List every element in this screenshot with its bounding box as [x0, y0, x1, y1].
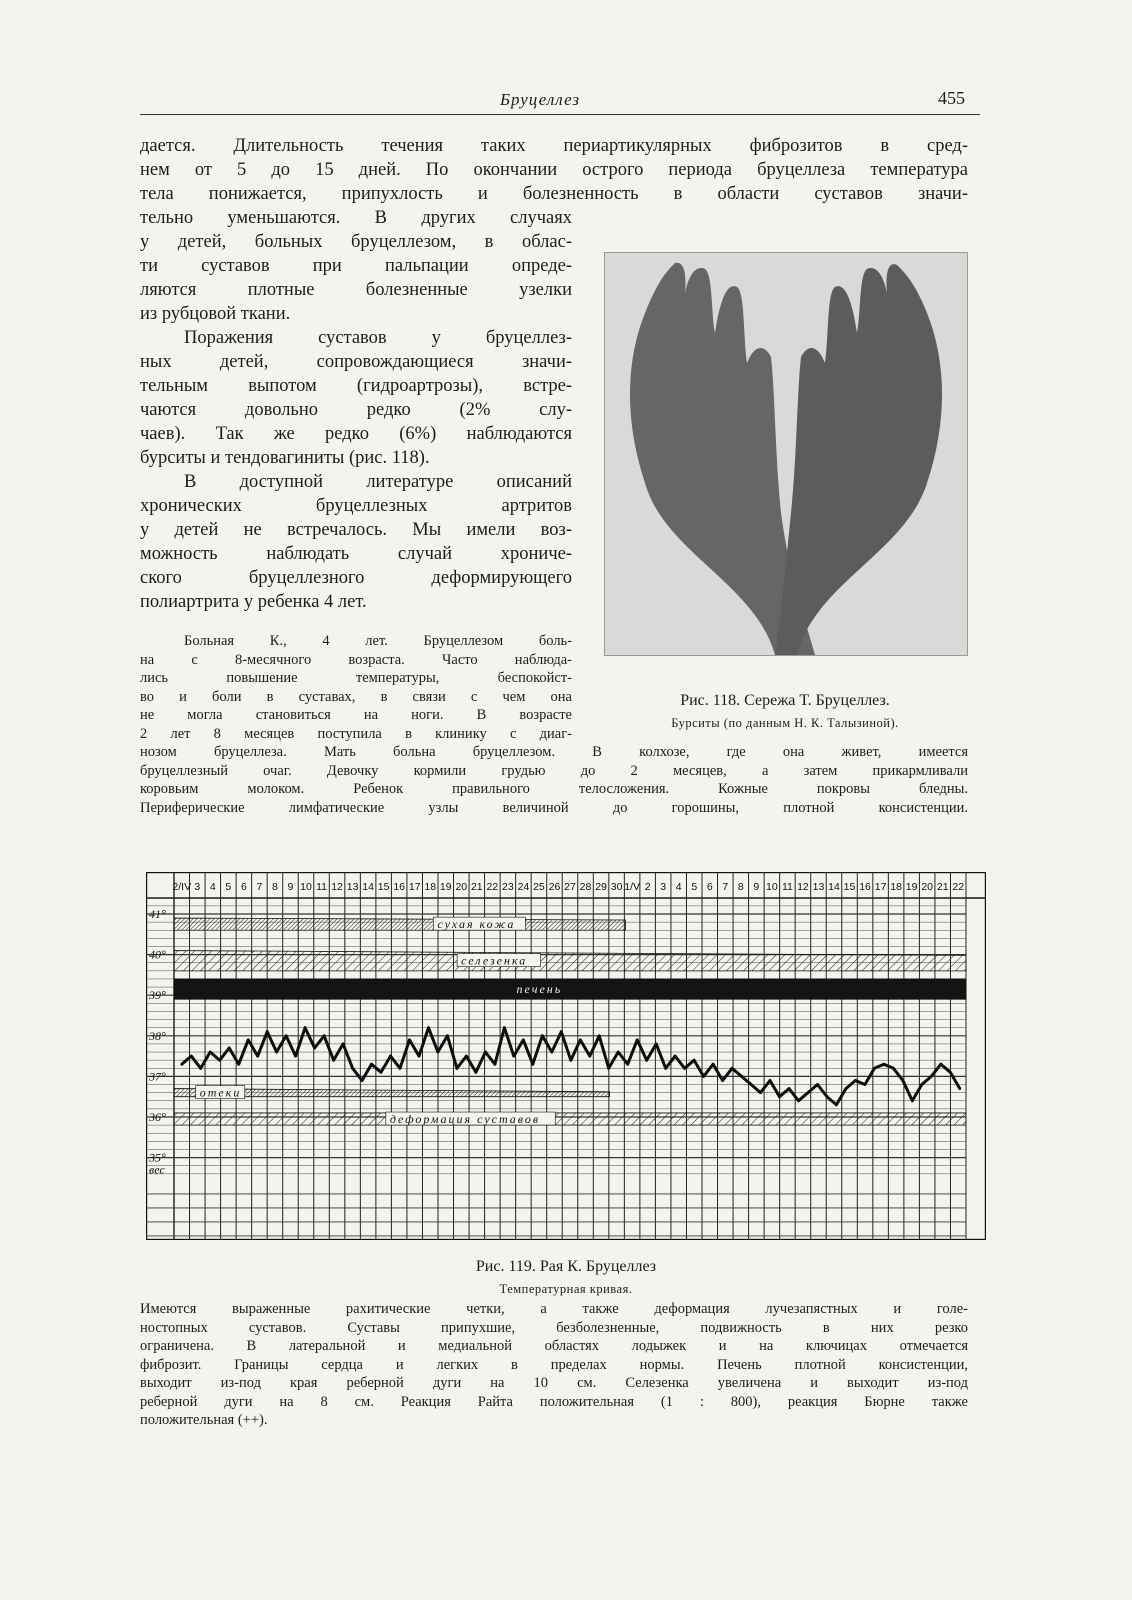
- x-tick-label: 6: [706, 881, 713, 893]
- figure-119-caption: [146, 1256, 986, 1300]
- temperature-point: [588, 1055, 591, 1058]
- text-line: не могла становиться на ноги. В возрасте: [140, 707, 572, 723]
- text-line: Поражения суставов у бруцеллез-: [184, 328, 572, 348]
- temperature-point: [939, 1063, 942, 1066]
- y-tick-label: 41°: [149, 907, 166, 921]
- temperature-point: [892, 1067, 895, 1070]
- case-history-full: [140, 743, 968, 817]
- x-tick-label: 23: [502, 881, 514, 893]
- band-label: печень: [516, 982, 563, 997]
- x-tick-label: 7: [722, 881, 729, 893]
- temperature-point: [778, 1095, 781, 1098]
- text-line: выходит из-под края реберной дуги на 10 см. Селезенка увеличена и выходит из-под: [140, 1375, 968, 1391]
- x-tick-label: 1/V: [624, 881, 641, 893]
- temperature-point: [531, 1063, 534, 1066]
- temperature-point: [683, 1067, 686, 1070]
- text-line: коровьим молоком. Ребенок правильного телосложения. Кожные покровы бледны.: [140, 781, 968, 797]
- figure-118-subtitle: Бурситы (по данным Н. К. Талызиной).: [671, 716, 899, 730]
- temperature-point: [503, 1026, 506, 1029]
- text-line: ностопных суставов. Суставы припухшие, безболезненные, подвижность в них резко: [140, 1319, 968, 1336]
- x-tick-label: 3: [660, 881, 667, 893]
- text-line: 2 лет 8 месяцев поступила в клинику с диаг-: [140, 725, 572, 742]
- temperature-point: [256, 1055, 259, 1058]
- x-tick-label: 10: [766, 881, 778, 893]
- text-line: положительная (++).: [140, 1412, 268, 1428]
- case-history-left: [140, 632, 572, 743]
- temperature-point: [949, 1071, 952, 1074]
- x-tick-label: 12: [797, 881, 809, 893]
- text-line: чаев). Так же редко (6%) наблюдаются: [140, 424, 572, 444]
- x-tick-label: 17: [408, 881, 421, 893]
- temperature-point: [180, 1063, 183, 1066]
- temperature-point: [854, 1079, 857, 1082]
- y-tick-label: 39°: [149, 988, 166, 1003]
- band-label: деформация суставов: [389, 1112, 541, 1127]
- text-line: тельным выпотом (гидроартрозы), встре-: [140, 376, 572, 396]
- y-tick-label: 36°: [149, 1110, 166, 1124]
- text-line: лись повышение температуры, беспокойст-: [140, 670, 572, 686]
- temperature-point: [740, 1075, 743, 1078]
- x-tick-label: 18: [424, 881, 437, 893]
- text-line: из рубцовой ткани.: [140, 304, 291, 324]
- text-line: нозом бруцеллеза. Мать больна бруцеллезом. В колхозе, где она живет, имеется: [140, 744, 968, 760]
- temperature-point: [199, 1067, 202, 1070]
- x-tick-label: 9: [753, 881, 760, 893]
- temperature-point: [664, 1067, 667, 1070]
- y-tick-label: 38°: [149, 1028, 166, 1043]
- temperature-point: [826, 1095, 829, 1098]
- x-tick-label: 8: [737, 881, 744, 893]
- figure-118-caption: [604, 690, 966, 734]
- x-tick-label: 9: [287, 881, 294, 893]
- running-header: Бруцеллез: [499, 90, 581, 109]
- y-tick-label: вес: [149, 1162, 165, 1177]
- x-tick-label: 4: [675, 881, 682, 893]
- temperature-point: [693, 1059, 696, 1062]
- temperature-point: [788, 1087, 791, 1090]
- bottom-paragraph: [140, 1300, 968, 1430]
- chart-band: [174, 1113, 966, 1125]
- temperature-point: [418, 1055, 421, 1058]
- temperature-point: [285, 1034, 288, 1037]
- x-tick-label: 25: [533, 881, 545, 893]
- x-tick-label: 21: [470, 881, 483, 893]
- text-line: ных детей, сопровождающиеся значи-: [140, 352, 572, 372]
- x-tick-label: 14: [362, 881, 374, 893]
- temperature-point: [721, 1079, 724, 1082]
- text-line: фиброзит. Границы сердца и легких в пределах нормы. Печень плотной консистенции,: [140, 1356, 968, 1373]
- x-tick-label: 13: [812, 881, 825, 893]
- text-line: Периферические лимфатические узлы величиной до горошины, плотной консистенции.: [140, 799, 968, 816]
- x-tick-label: 7: [256, 881, 263, 893]
- text-line: хронических бруцеллезных артритов: [140, 496, 572, 516]
- temperature-point: [408, 1039, 411, 1042]
- figure-118-title: Рис. 118. Сережа Т. Бруцеллез.: [680, 692, 890, 709]
- x-tick-label: 18: [890, 881, 902, 893]
- x-tick-label: 24: [517, 881, 530, 893]
- text-line: тела понижается, припухлость и болезненность в области суставов значи-: [140, 184, 968, 204]
- text-line: чаются довольно редко (2% слу-: [140, 400, 572, 420]
- temperature-point: [475, 1071, 478, 1074]
- y-tick-label: 37°: [149, 1069, 166, 1084]
- temperature-point: [370, 1063, 373, 1066]
- temperature-point: [237, 1063, 240, 1066]
- x-tick-label: 8: [272, 881, 278, 893]
- chart-band: [174, 951, 966, 971]
- temperature-point: [361, 1079, 364, 1082]
- chart-band: [174, 918, 625, 930]
- temperature-point: [626, 1063, 629, 1066]
- x-tick-label: 11: [316, 881, 327, 893]
- text-line: можность наблюдать случай хрониче-: [140, 544, 572, 564]
- text-line: полиартрита у ребенка 4 лет.: [140, 592, 367, 612]
- temperature-point: [313, 1047, 316, 1050]
- temperature-point: [427, 1026, 430, 1029]
- header-rule: [140, 114, 980, 115]
- temperature-point: [342, 1043, 345, 1046]
- text-line: Имеются выраженные рахитические четки, а также деформация лучезапястных и голе-: [140, 1301, 968, 1317]
- temperature-point: [930, 1075, 933, 1078]
- temperature-point: [835, 1103, 838, 1106]
- text-line: ского бруцеллезного деформирующего: [140, 568, 572, 588]
- temperature-chart: [146, 872, 986, 1240]
- x-tick-label: 22: [486, 881, 499, 893]
- text-line: у детей не встречалось. Мы имели воз-: [140, 520, 572, 540]
- temperature-point: [712, 1063, 715, 1066]
- temperature-point: [323, 1034, 326, 1037]
- temperature-point: [228, 1047, 231, 1050]
- temperature-point: [873, 1067, 876, 1070]
- temperature-point: [389, 1055, 392, 1058]
- temperature-point: [750, 1083, 753, 1086]
- temperature-point: [541, 1034, 544, 1037]
- temperature-point: [218, 1059, 221, 1062]
- temperature-point: [617, 1051, 620, 1054]
- x-tick-label: 12: [331, 881, 343, 893]
- temperature-point: [399, 1067, 402, 1070]
- text-line: у детей, больных бруцеллезом, в облас-: [140, 232, 572, 252]
- x-tick-label: 30: [610, 881, 623, 893]
- temperature-point: [655, 1043, 658, 1046]
- x-tick-label: 16: [393, 881, 406, 893]
- x-tick-label: 19: [439, 881, 452, 893]
- temperature-point: [484, 1051, 487, 1054]
- text-line: тельно уменьшаются. В других случаях: [140, 208, 572, 228]
- band-label: сухая кожа: [437, 917, 516, 932]
- temperature-point: [845, 1087, 848, 1090]
- x-tick-label: 28: [579, 881, 592, 893]
- y-tick-label: 40°: [149, 947, 166, 962]
- text-line: В доступной литературе описаний: [184, 472, 572, 492]
- temperature-point: [456, 1067, 459, 1070]
- temperature-point: [332, 1059, 335, 1062]
- temperature-point: [607, 1067, 610, 1070]
- temperature-point: [579, 1039, 582, 1042]
- temperature-point: [636, 1039, 639, 1042]
- band-label: отеки: [199, 1085, 242, 1100]
- temperature-point: [437, 1051, 440, 1054]
- x-tick-label: 17: [874, 881, 887, 893]
- figure-119-title: Рис. 119. Рая К. Бруцеллез: [475, 1258, 657, 1275]
- x-tick-label: 29: [595, 881, 607, 893]
- temperature-point: [902, 1079, 905, 1082]
- temperature-point: [702, 1075, 705, 1078]
- y-tick-label: 35°: [149, 1150, 166, 1165]
- temperature-point: [816, 1083, 819, 1086]
- x-tick-label: 16: [859, 881, 871, 893]
- temperature-point: [958, 1087, 961, 1090]
- temperature-point: [294, 1055, 297, 1058]
- text-line: ти суставов при пальпации опреде-: [140, 256, 572, 276]
- temperature-point: [190, 1055, 193, 1058]
- temperature-point: [512, 1055, 515, 1058]
- temperature-point: [380, 1071, 383, 1074]
- page-number: 455: [938, 88, 965, 108]
- x-tick-label: 5: [691, 881, 698, 893]
- temperature-point: [911, 1099, 914, 1102]
- x-tick-label: 4: [209, 881, 216, 893]
- left-column-text: [140, 206, 572, 614]
- temperature-point: [759, 1091, 762, 1094]
- x-tick-label: 3: [194, 881, 201, 893]
- temperature-point: [674, 1055, 677, 1058]
- temperature-point: [731, 1067, 734, 1070]
- text-line: ляются плотные болезненные узелки: [140, 280, 572, 300]
- temperature-point: [209, 1051, 212, 1054]
- x-tick-label: 14: [828, 881, 840, 893]
- temperature-point: [645, 1059, 648, 1062]
- x-tick-label: 5: [225, 881, 232, 893]
- x-tick-label: 22: [952, 881, 965, 893]
- x-tick-label: 6: [240, 881, 247, 893]
- text-line: на с 8-месячного возраста. Часто наблюда-: [140, 651, 572, 668]
- hands-photo: [604, 252, 968, 656]
- temperature-point: [807, 1091, 810, 1094]
- temperature-point: [465, 1055, 468, 1058]
- figure-119-subtitle: Температурная кривая.: [499, 1282, 633, 1296]
- x-tick-label: 21: [936, 881, 949, 893]
- temperature-point: [247, 1039, 250, 1042]
- temperature-point: [797, 1099, 800, 1102]
- temperature-point: [266, 1030, 269, 1033]
- text-line: бурситы и тендовагиниты (рис. 118).: [140, 448, 430, 468]
- x-tick-label: 15: [377, 881, 390, 893]
- temperature-point: [446, 1034, 449, 1037]
- text-line: бруцеллезный очаг. Девочку кормили грудью до 2 месяцев, а затем прикармливали: [140, 762, 968, 779]
- temperature-point: [864, 1083, 867, 1086]
- temperature-point: [769, 1079, 772, 1082]
- x-tick-label: 20: [455, 881, 468, 893]
- temperature-point: [598, 1034, 601, 1037]
- temperature-point: [275, 1051, 278, 1054]
- x-tick-label: 13: [346, 881, 359, 893]
- x-tick-label: 20: [921, 881, 934, 893]
- text-line: ограничена. В латеральной и медиальной областях лодыжек и на ключицах отмечается: [140, 1338, 968, 1354]
- x-tick-label: 2: [644, 881, 651, 893]
- top-paragraph: [140, 134, 968, 206]
- temperature-point: [560, 1030, 563, 1033]
- x-tick-label: 27: [564, 881, 576, 893]
- temperature-point: [569, 1059, 572, 1062]
- temperature-point: [550, 1051, 553, 1054]
- temperature-point: [883, 1063, 886, 1066]
- text-line: реберной дуги на 8 см. Реакция Райта положительная (1 : 800), реакция Бюрне также: [140, 1393, 968, 1410]
- x-tick-label: 10: [300, 881, 312, 893]
- temperature-point: [920, 1083, 923, 1086]
- x-tick-label: 19: [905, 881, 918, 893]
- x-tick-label: 26: [548, 881, 561, 893]
- temperature-point: [522, 1039, 525, 1042]
- text-line: нем от 5 до 15 дней. По окончании острого периода бруцеллеза температура: [140, 160, 968, 180]
- text-line: дается. Длительность течения таких периартикулярных фиброзитов в сред-: [140, 136, 968, 156]
- band-label: селезенка: [461, 953, 528, 968]
- x-tick-label: 15: [843, 881, 856, 893]
- x-tick-label: 11: [781, 881, 793, 893]
- temperature-point: [304, 1026, 307, 1029]
- text-line: Больная К., 4 лет. Бруцеллезом боль-: [184, 633, 572, 649]
- text-line: во и боли в суставах, в связи с чем она: [140, 688, 572, 705]
- temperature-point: [494, 1063, 497, 1066]
- x-tick-label: 2/IV: [172, 881, 192, 893]
- temperature-point: [351, 1067, 354, 1070]
